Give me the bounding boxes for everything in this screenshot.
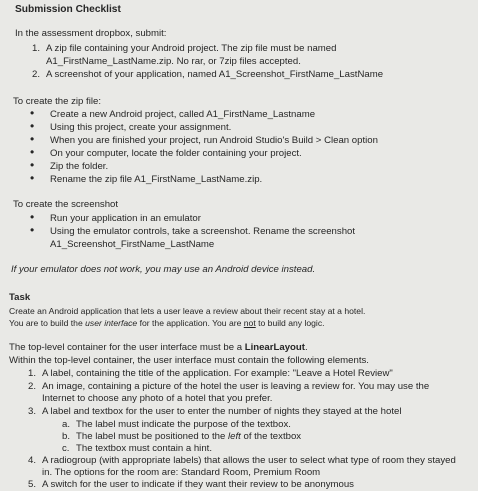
list-text: A label and textbox for the user to enter the number of nights they stayed at the hotel — [42, 406, 402, 417]
bullet-text: Zip the folder. — [50, 161, 109, 172]
sub-number: c. — [62, 443, 70, 454]
list-item — [32, 69, 383, 81]
sub-item — [62, 419, 291, 431]
task-heading: Task — [9, 292, 31, 303]
page-title: Submission Checklist — [15, 4, 121, 15]
list-number: 1. — [28, 368, 37, 379]
list-text: in. The options for the room are: Standard Room, Premium Room — [42, 467, 321, 478]
task-text: to build any logic. — [255, 318, 325, 328]
list-text: Internet to choose any photo of a hotel that you prefer. — [42, 393, 273, 404]
list-text: A screenshot of your application, named A1_Screenshot_FirstName_LastName — [46, 69, 384, 80]
list-item — [28, 479, 354, 491]
list-number: 4. — [28, 455, 37, 466]
list-text: A1_FirstName_LastName.zip. No rar, or 7zip files accepted. — [46, 56, 301, 67]
bullet-item — [30, 226, 355, 238]
list-text: An image, containing a picture of the hotel the user is leaving a review for. You may use the — [42, 381, 430, 392]
sub-text: The label must indicate the purpose of the textbox. — [76, 419, 291, 430]
list-number: 1. — [32, 43, 41, 54]
bullet-item — [30, 148, 302, 160]
sub-emphasis: left — [228, 431, 241, 442]
list-item — [32, 43, 336, 55]
sub-number: a. — [62, 419, 71, 430]
container-text: . — [304, 342, 308, 353]
bullet-icon — [30, 226, 50, 238]
list-item — [46, 56, 301, 68]
bullet-item — [30, 161, 108, 173]
sub-item — [62, 431, 301, 443]
bullet-continuation: A1_Screenshot_FirstName_LastName — [50, 239, 215, 250]
list-number: 2. — [28, 381, 37, 392]
list-item — [42, 393, 272, 405]
bullet-item — [30, 213, 201, 225]
bullet-text: When you are finished your project, run Android Studio's Build > Clean option — [50, 135, 378, 146]
task-text: for the application. You are — [137, 318, 244, 328]
list-item — [42, 467, 320, 479]
list-item — [28, 455, 456, 467]
task-line-1: Create an Android application that lets a user leave a review about their recent stay at a hotel. — [9, 306, 366, 316]
list-text: A switch for the user to indicate if they want their review to be anonymous — [42, 479, 354, 490]
bullet-text: On your computer, locate the folder containing your project. — [50, 148, 302, 159]
sub-number: b. — [62, 431, 71, 442]
list-number: 3. — [28, 406, 37, 417]
list-item — [28, 406, 401, 418]
list-text: A label, containing the title of the application. For example: "Leave a Hotel Review" — [42, 368, 393, 379]
bullet-item — [30, 174, 262, 186]
task-text: You are to build the — [9, 318, 86, 328]
sub-text: The label must be positioned to the — [76, 431, 228, 442]
container-line-2: Within the top-level container, the user interface must contain the following elements. — [9, 355, 369, 366]
bullet-text: Run your application in an emulator — [50, 213, 201, 224]
task-line-2 — [9, 318, 325, 328]
list-item — [28, 381, 429, 393]
sub-text: of the textbox — [240, 431, 302, 442]
container-bold: LinearLayout — [244, 342, 305, 353]
sub-text: The textbox must contain a hint. — [76, 443, 212, 454]
bullet-text: Using the emulator controls, take a screenshot. Rename the screenshot — [50, 226, 356, 237]
list-text: A zip file containing your Android project. The zip file must be named — [46, 43, 337, 54]
container-line-1 — [9, 342, 308, 354]
sub-item — [62, 443, 212, 455]
task-emphasis: user interface — [85, 318, 138, 328]
list-number: 2. — [32, 69, 41, 80]
submission-intro: In the assessment dropbox, submit: — [15, 28, 167, 39]
zip-intro: To create the zip file: — [13, 96, 101, 107]
bullet-icon — [30, 174, 50, 186]
bullet-item — [30, 122, 231, 134]
emulator-note: If your emulator does not work, you may use an Android device instead. — [11, 264, 316, 275]
list-item — [28, 368, 393, 380]
bullet-item — [30, 109, 315, 121]
bullet-item — [30, 135, 378, 147]
list-text: A radiogroup (with appropriate labels) that allows the user to select what type of room they stayed — [42, 455, 456, 466]
screenshot-intro: To create the screenshot — [13, 199, 119, 210]
container-text: The top-level container for the user interface must be a — [9, 342, 245, 353]
bullet-text: Create a new Android project, called A1_FirstName_Lastname — [50, 109, 316, 120]
list-number: 5. — [28, 479, 37, 490]
bullet-text: Using this project, create your assignment. — [50, 122, 232, 133]
bullet-text: Rename the zip file A1_FirstName_LastName.zip. — [50, 174, 263, 185]
task-underline: not — [243, 318, 256, 328]
